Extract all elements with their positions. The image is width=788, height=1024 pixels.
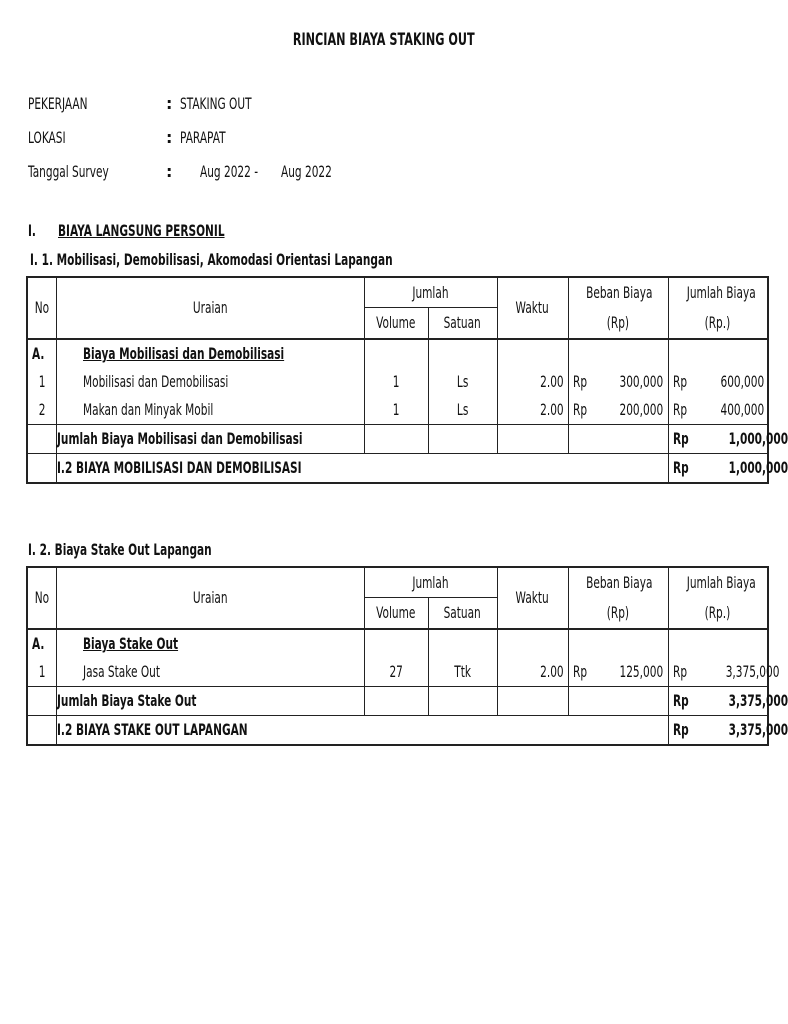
header-jumlah-biaya-unit: (Rp.) (668, 308, 768, 340)
pekerjaan-label: PEKERJAAN (28, 94, 88, 113)
table-row: 1 Jasa Stake Out 27 Ttk 2.00 Rp 125,000 Rp 3,375,000 (27, 658, 768, 687)
tanggal-to: Aug 2022 (281, 162, 332, 181)
section-number: I. (28, 221, 36, 240)
header-volume: Volume (364, 598, 428, 630)
total-row: I.2 BIAYA MOBILISASI DAN DEMOBILISASI Rp 1,000,000 (27, 454, 768, 484)
header-satuan: Satuan (428, 598, 497, 630)
tanggal-from: Aug 2022 - (200, 162, 259, 181)
lokasi-value: PARAPAT (180, 128, 226, 147)
header-waktu: Waktu (497, 567, 568, 629)
header-satuan: Satuan (428, 308, 497, 340)
header-uraian: Uraian (56, 567, 364, 629)
header-beban-unit: (Rp) (568, 598, 668, 630)
header-no: No (27, 567, 56, 629)
table-row: 1 Mobilisasi dan Demobilisasi 1 Ls 2.00 Rp 300,000 Rp 600,000 (27, 368, 768, 396)
header-jumlah: Jumlah (364, 567, 497, 598)
total-row: I.2 BIAYA STAKE OUT LAPANGAN Rp 3,375,000 (27, 716, 768, 746)
header-volume: Volume (364, 308, 428, 340)
pekerjaan-value: STAKING OUT (180, 94, 252, 113)
header-beban-unit: (Rp) (568, 308, 668, 340)
header-beban: Beban Biaya (568, 567, 668, 598)
table-mobilisasi (26, 276, 788, 484)
lokasi-label: LOKASI (28, 128, 66, 147)
group-row: A. Biaya Stake Out (27, 629, 768, 658)
colon: : (166, 162, 173, 181)
colon: : (166, 128, 173, 147)
header-jumlah-biaya-unit: (Rp.) (668, 598, 768, 630)
header-jumlah: Jumlah (364, 277, 497, 308)
page-title: RINCIAN BIAYA STAKING OUT (293, 30, 475, 50)
header-waktu: Waktu (497, 277, 568, 339)
section-title: BIAYA LANGSUNG PERSONIL (58, 221, 225, 240)
subtotal-row: Jumlah Biaya Stake Out Rp 3,375,000 (27, 687, 768, 716)
subtotal-row: Jumlah Biaya Mobilisasi dan Demobilisasi Rp 1,000,000 (27, 425, 768, 454)
tanggal-label: Tanggal Survey (28, 162, 109, 181)
header-uraian: Uraian (56, 277, 364, 339)
table2-caption: I. 2. Biaya Stake Out Lapangan (28, 540, 212, 559)
colon: : (166, 94, 173, 113)
table-stake-out (26, 566, 788, 746)
header-no: No (27, 277, 56, 339)
header-jumlah-biaya: Jumlah Biaya (668, 277, 768, 308)
header-beban: Beban Biaya (568, 277, 668, 308)
table-row: 2 Makan dan Minyak Mobil 1 Ls 2.00 Rp 200,000 Rp 400,000 (27, 396, 768, 425)
header-jumlah-biaya: Jumlah Biaya (668, 567, 768, 598)
table1-caption: I. 1. Mobilisasi, Demobilisasi, Akomodasi Orientasi Lapangan (30, 250, 393, 269)
group-row: A. Biaya Mobilisasi dan Demobilisasi (27, 339, 768, 368)
